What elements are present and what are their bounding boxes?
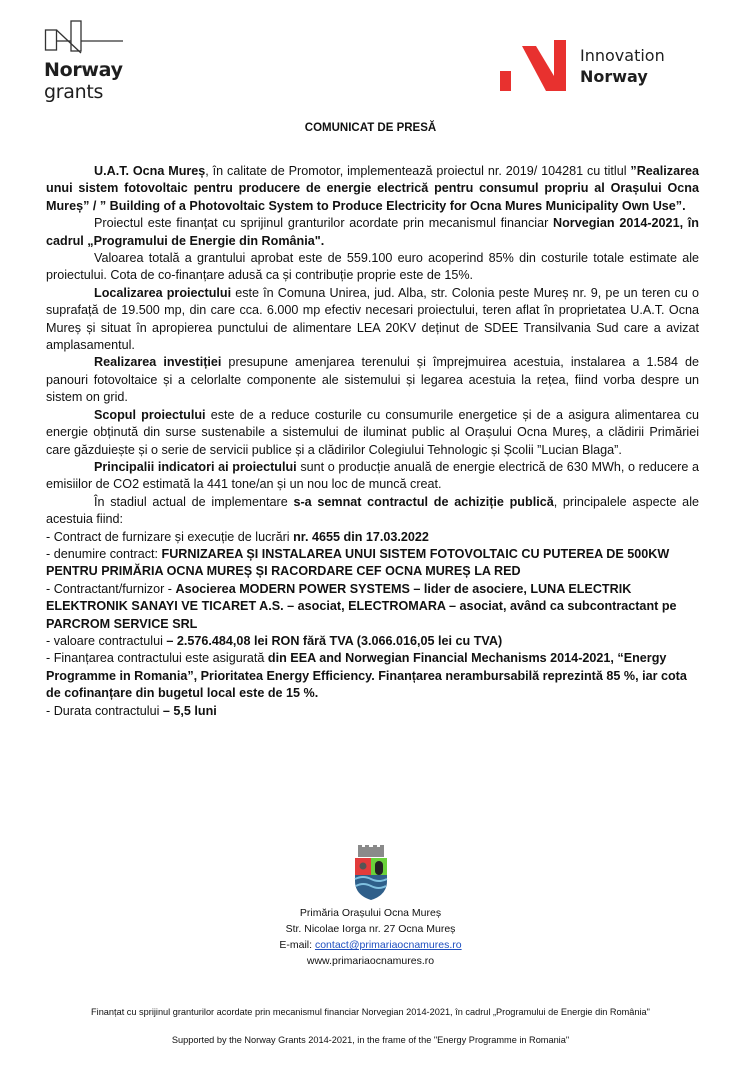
logo-norway-text: Norway xyxy=(44,59,123,81)
list-item-contract-number: - Contract de furnizare și execuție de lucrări nr. 4655 din 17.03.2022 xyxy=(46,529,429,544)
paragraph-investment: Realizarea investiției presupune amenjarea terenului și împrejmuirea acestuia, instalarea a 1.584 de panouri fotovoltaice și a celorlalte componente ale sistemului și legarea acestuia la rețea, fiind vorba despre un sistem on grid. xyxy=(46,355,699,405)
list-item-financing: - Finanțarea contractului este asigurată din EEA and Norwegian Financial Mechanisms 2014-2021, “Energy Programme in Romania”, Prioritatea Energy Efficiency. Finanțarea nerambursabilă reprezintă 85 %, iar cota de cofinanțare din bugetul local este de 15 %. xyxy=(46,651,687,701)
logo-innovation-text: Innovation xyxy=(580,46,665,65)
institution-address: Str. Nicolae Iorga nr. 27 Ocna Mureș xyxy=(285,923,456,935)
paragraph-indicators: Principalii indicatori ai proiectului sunt o producție anuală de energie electrică de 630 MWh, o reducere a emisiilor de CO2 estimată la 441 tone/an și un nou loc de muncă creat. xyxy=(46,459,699,492)
page-title: COMUNICAT DE PRESĂ xyxy=(304,122,437,134)
paragraph-funding: Proiectul este finanțat cu sprijinul granturilor acordate prin mecanismul financiar Norvegian 2014-2021, în cadrul „Programului de Energie din România". xyxy=(46,216,699,248)
logo-grants-text: grants xyxy=(44,81,104,103)
email-line: E-mail: contact@primariaocnamures.ro xyxy=(279,939,462,951)
footer-line-ro: Finanțat cu sprijinul granturilor acordate prin mecanismul financiar Norvegian 2014-2021, în cadrul „Programului de Energie din România" xyxy=(91,1007,650,1017)
website-text: www.primariaocnamures.ro xyxy=(306,955,435,967)
institution-name: Primăria Orașului Ocna Mureș xyxy=(299,907,442,919)
innovation-norway-logo xyxy=(500,38,665,94)
list-item-contract-value: - valoare contractului – 2.576.484,08 lei RON fără TVA (3.066.016,05 lei cu TVA) xyxy=(46,633,503,648)
paragraph-location: Localizarea proiectului este în Comuna Unirea, jud. Alba, str. Colonia peste Mureș nr. 9, pe un teren cu o suprafață de 19.500 mp, din care cca. 6.000 mp efectiv necesari proiectului, teren aflat în proprietatea U.A.T. Ocna Mureș și situat în apropierea punctului de alimentare LEA 20KV deținut de SDEE Transilvania Sud care a avizat amplasamentul. xyxy=(46,285,699,353)
list-item-contractor: - Contractant/furnizor - Asocierea MODERN POWER SYSTEMS – lider de asociere, LUNA ELECTRIK ELEKTRONIK SANAYI VE TICARET A.S. – asociat, ELECTROMARA – asociat, având ca subcontractant pe PARCROM SERVICE SRL xyxy=(46,581,677,631)
paragraph-purpose: Scopul proiectului este de a reduce costurile cu consumurile energetice și de a asigura alimentarea cu energie obținută din surse sustenabile a sistemului de iluminat public al Orașului Ocna Mureș, a clădirii Primăriei care găzduiește și o serie de servicii publice și a clădirilor Colegiului Tehnologic și Școlii ”Lucian Blaga”. xyxy=(46,407,699,457)
norway-grants-logo xyxy=(44,20,134,103)
paragraph-status: În stadiul actual de implementare s-a semnat contractul de achiziție publică, principalele aspecte ale acestuia fiind: xyxy=(46,494,699,527)
coat-of-arms-icon xyxy=(352,845,390,901)
email-link[interactable]: contact@primariaocnamures.ro xyxy=(314,939,462,951)
contact-block xyxy=(0,845,741,969)
logo-norway-text: Norway xyxy=(580,67,648,86)
paragraph-intro: U.A.T. Ocna Mureș, în calitate de Promotor, implementează proiectul nr. 2019/ 104281 cu titlul ”Realizarea unui sistem fotovoltaic pentru producere de energie electrică pentru consumul propriu al Orașului Ocna Mureș” / ” Building of a Photovoltaic System to Produce Electricity for Ocna Mures Municipality Own Use”. xyxy=(46,164,699,213)
innovation-norway-n-icon xyxy=(500,38,568,94)
list-item-contract-name: - denumire contract: FURNIZAREA ȘI INSTALAREA UNUI SISTEM FOTOVOLTAIC CU PUTEREA DE 500KW PENTRU PRIMĂRIA OCNA MUREȘ ȘI RACORDARE CEF OCNA MUREȘ LA RED xyxy=(46,546,670,579)
list-item-duration: - Durata contractului – 5,5 luni xyxy=(46,703,217,718)
norway-grants-n-icon xyxy=(44,20,124,54)
press-release-body xyxy=(46,163,699,720)
paragraph-grant-value: Valoarea totală a grantului aprobat este de 559.100 euro acoperind 85% din costurile totale estimate ale proiectului. Cota de co-finanțare adusă ca și contribuție proprie este de 15%. xyxy=(46,251,699,283)
footer-line-en: Supported by the Norway Grants 2014-2021, in the frame of the "Energy Programme in Romania" xyxy=(171,1035,570,1045)
